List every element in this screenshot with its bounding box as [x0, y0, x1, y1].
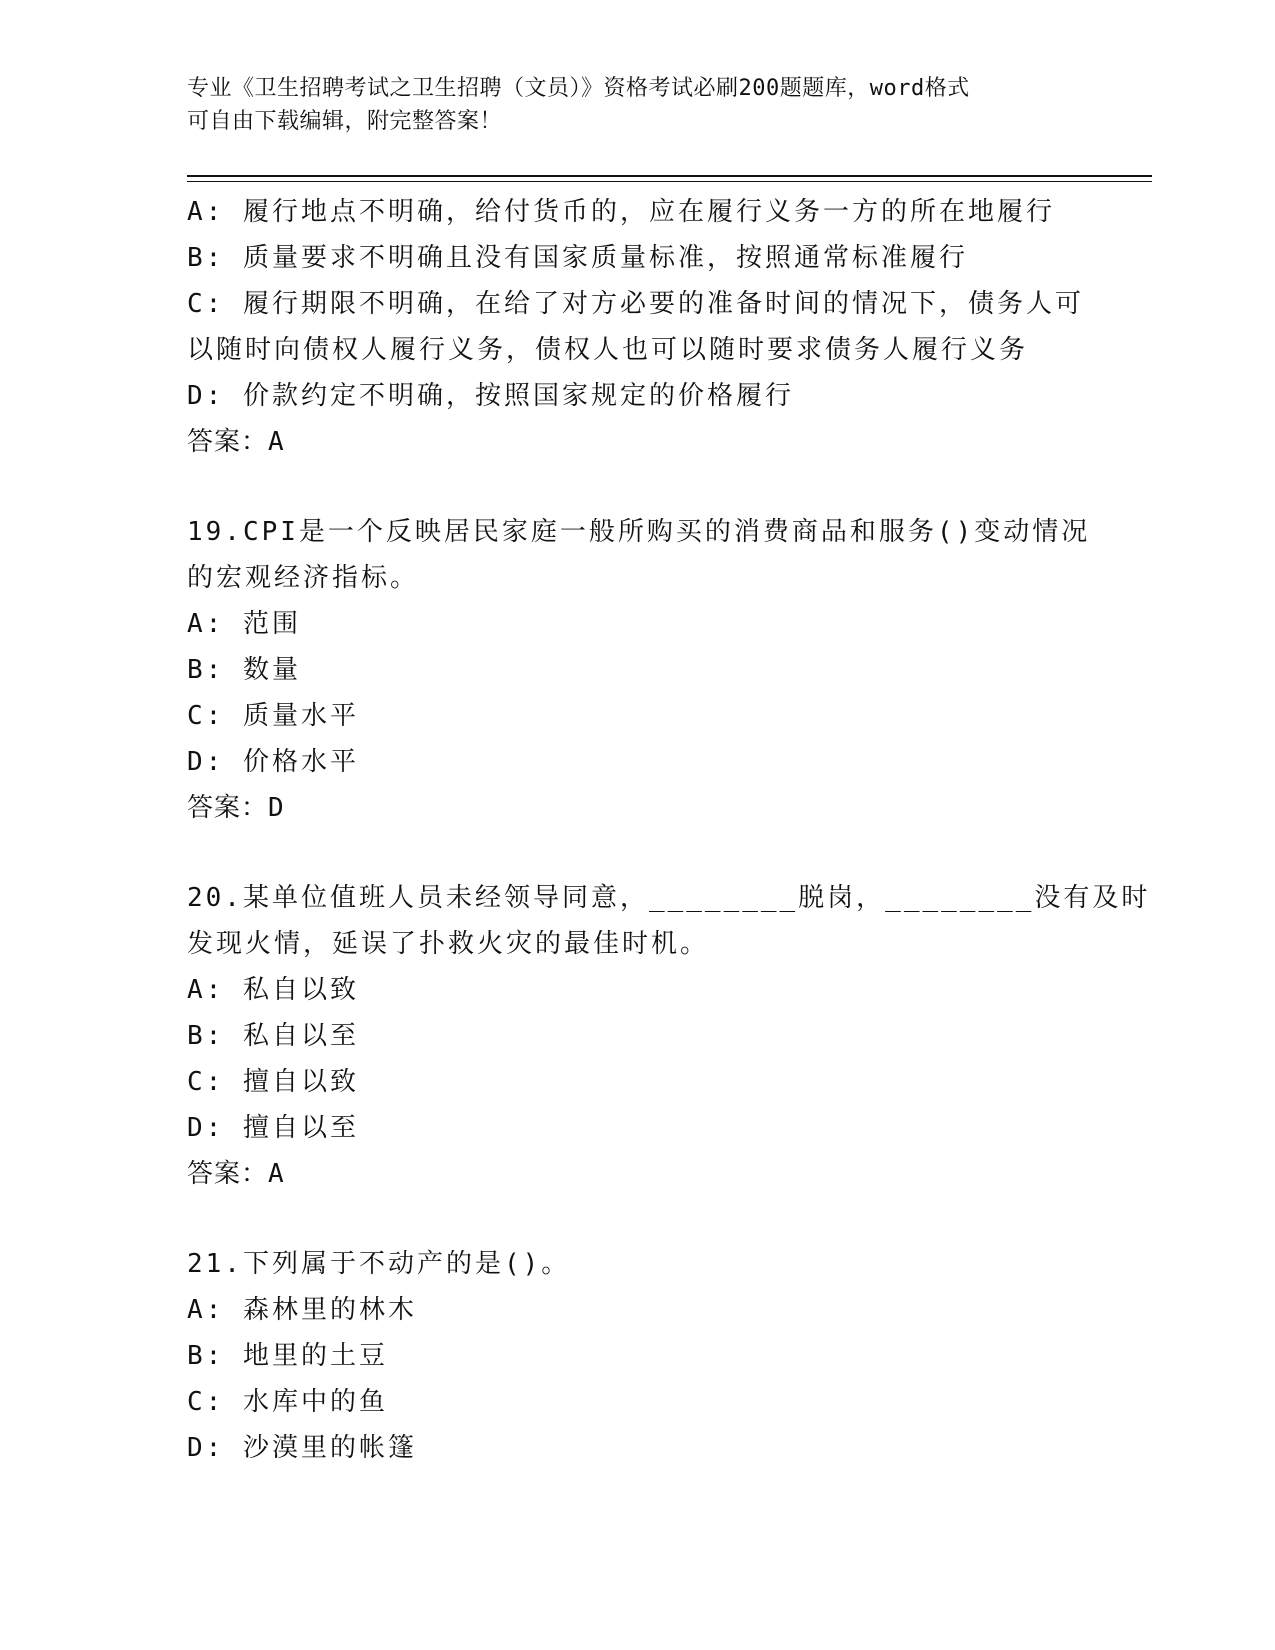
option-c: C: 质量水平 [187, 701, 359, 731]
answer-line: 答案：A [187, 427, 285, 457]
question-block-19 [187, 509, 1091, 831]
header-title-line-2: 可自由下载编辑，附完整答案！ [187, 109, 503, 134]
header-title-line-1: 专业《卫生招聘考试之卫生招聘（文员）》资格考试必刷200题题库，word格式 [187, 76, 970, 101]
option-d: D: 价格水平 [187, 747, 359, 777]
option-c: C: 擅自以致 [187, 1067, 359, 1097]
option-a: A: 森林里的林木 [187, 1295, 417, 1325]
answer-line: 答案：D [187, 793, 285, 823]
option-d: D: 沙漠里的帐篷 [187, 1433, 417, 1463]
option-c-continued: 以随时向债权人履行义务，债权人也可以随时要求债务人履行义务 [187, 335, 1029, 365]
question-block-18 [187, 189, 1087, 465]
header-divider-thick [187, 175, 1152, 177]
option-b: B: 地里的土豆 [187, 1341, 388, 1371]
option-a: A: 范围 [187, 609, 301, 639]
question-list [187, 189, 1151, 1471]
answer-line: 答案：A [187, 1159, 285, 1189]
option-b: B: 数量 [187, 655, 301, 685]
option-c: C: 履行期限不明确，在给了对方必要的准备时间的情况下，债务人可 [187, 289, 1084, 319]
option-a: A: 私自以致 [187, 975, 359, 1005]
option-b: B: 质量要求不明确且没有国家质量标准，按照通常标准履行 [187, 243, 968, 273]
header-divider-thin [187, 181, 1152, 182]
question-stem: 19.CPI是一个反映居民家庭一般所购买的消费商品和服务()变动情况 [187, 517, 1091, 547]
question-stem-continued: 发现火情，延误了扑救火灾的最佳时机。 [187, 929, 710, 959]
option-d: D: 价款约定不明确，按照国家规定的价格履行 [187, 381, 794, 411]
option-a: A: 履行地点不明确，给付货币的，应在履行义务一方的所在地履行 [187, 197, 1055, 227]
question-block-21 [187, 1241, 1087, 1471]
question-stem-continued: 的宏观经济指标。 [187, 563, 420, 593]
document-header [187, 72, 1067, 138]
question-stem: 21.下列属于不动产的是()。 [187, 1249, 571, 1279]
question-stem: 20.某单位值班人员未经领导同意，________脱岗，________没有及时 [187, 883, 1151, 913]
option-d: D: 擅自以至 [187, 1113, 359, 1143]
option-b: B: 私自以至 [187, 1021, 359, 1051]
question-block-20 [187, 875, 1151, 1197]
option-c: C: 水库中的鱼 [187, 1387, 388, 1417]
